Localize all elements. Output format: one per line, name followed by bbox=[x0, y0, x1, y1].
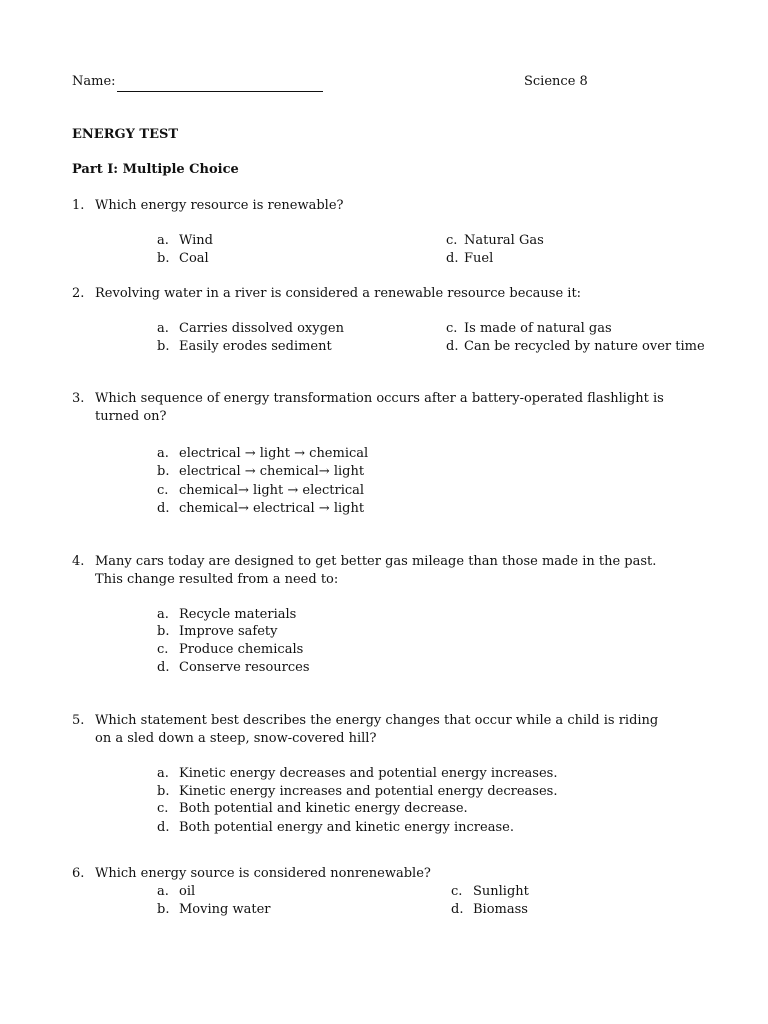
option-5d[interactable] bbox=[157, 819, 514, 837]
option-text: electrical → chemical→ light bbox=[179, 464, 365, 479]
option-3c[interactable] bbox=[157, 482, 364, 500]
option-5c[interactable] bbox=[157, 800, 468, 818]
option-text: Improve safety bbox=[179, 624, 278, 639]
option-1d[interactable] bbox=[446, 250, 493, 268]
option-5a[interactable] bbox=[157, 765, 557, 783]
option-5b[interactable] bbox=[157, 783, 557, 801]
option-letter: c. bbox=[446, 233, 458, 248]
option-letter: a. bbox=[157, 766, 169, 781]
option-3b[interactable] bbox=[157, 463, 364, 481]
option-text: chemical→ light → electrical bbox=[179, 483, 365, 498]
question-text: Which energy source is considered nonrenewable? bbox=[95, 866, 431, 881]
option-letter: b. bbox=[157, 339, 170, 354]
option-text: Kinetic energy decreases and potential energy increases. bbox=[179, 766, 558, 781]
option-text: Natural Gas bbox=[464, 233, 544, 248]
option-3a[interactable] bbox=[157, 445, 368, 463]
option-letter: c. bbox=[446, 321, 458, 336]
option-letter: a. bbox=[157, 321, 169, 336]
option-text: chemical→ electrical → light bbox=[179, 501, 365, 516]
option-text: Kinetic energy increases and potential energy decreases. bbox=[179, 784, 558, 799]
option-4b[interactable] bbox=[157, 623, 278, 641]
option-letter: a. bbox=[157, 446, 169, 461]
option-4c[interactable] bbox=[157, 641, 303, 659]
option-letter: d. bbox=[157, 501, 170, 516]
option-letter: c. bbox=[451, 884, 463, 899]
option-6b[interactable] bbox=[157, 901, 270, 919]
question-number: 3. bbox=[72, 391, 85, 406]
subject-label: Science 8 bbox=[524, 74, 588, 89]
option-letter: d. bbox=[157, 820, 170, 835]
option-letter: c. bbox=[157, 483, 169, 498]
option-2a[interactable] bbox=[157, 320, 344, 338]
option-text: Carries dissolved oxygen bbox=[179, 321, 344, 336]
option-1b[interactable] bbox=[157, 250, 209, 268]
question-text: Which statement best describes the energy changes that occur while a child is riding bbox=[95, 713, 659, 728]
question-text: Which energy resource is renewable? bbox=[95, 198, 344, 213]
option-text: Is made of natural gas bbox=[464, 321, 612, 336]
option-letter: b. bbox=[157, 464, 170, 479]
question-number: 2. bbox=[72, 286, 85, 301]
option-text: Conserve resources bbox=[179, 660, 310, 675]
option-text: Recycle materials bbox=[179, 607, 297, 622]
option-letter: b. bbox=[157, 624, 170, 639]
option-text: electrical → light → chemical bbox=[179, 446, 369, 461]
option-letter: d. bbox=[157, 660, 170, 675]
option-text: Biomass bbox=[473, 902, 528, 917]
option-text: Both potential and kinetic energy decrease. bbox=[179, 801, 468, 816]
question-text: Revolving water in a river is considered a renewable resource because it: bbox=[95, 286, 582, 301]
option-letter: b. bbox=[157, 251, 170, 266]
option-letter: d. bbox=[446, 339, 459, 354]
option-2b[interactable] bbox=[157, 338, 332, 356]
test-title: ENERGY TEST bbox=[72, 127, 179, 142]
question-text-continued: turned on? bbox=[95, 409, 167, 424]
option-text: Both potential energy and kinetic energy increase. bbox=[179, 820, 514, 835]
option-letter: c. bbox=[157, 642, 169, 657]
option-4a[interactable] bbox=[157, 606, 296, 624]
option-text: Can be recycled by nature over time bbox=[464, 339, 705, 354]
option-3d[interactable] bbox=[157, 500, 364, 518]
option-letter: c. bbox=[157, 801, 169, 816]
option-text: Sunlight bbox=[473, 884, 529, 899]
question-number: 6. bbox=[72, 866, 85, 881]
option-text: Easily erodes sediment bbox=[179, 339, 332, 354]
part-title: Part I: Multiple Choice bbox=[72, 162, 239, 177]
option-6c[interactable] bbox=[451, 883, 529, 901]
question-number: 1. bbox=[72, 198, 85, 213]
option-text: Moving water bbox=[179, 902, 271, 917]
option-letter: d. bbox=[451, 902, 464, 917]
option-letter: a. bbox=[157, 233, 169, 248]
option-1c[interactable] bbox=[446, 232, 544, 250]
name-label: Name: bbox=[72, 74, 116, 89]
option-letter: b. bbox=[157, 784, 170, 799]
option-text: Produce chemicals bbox=[179, 642, 304, 657]
option-text: Wind bbox=[179, 233, 213, 248]
option-6d[interactable] bbox=[451, 901, 528, 919]
option-6a[interactable] bbox=[157, 883, 195, 901]
option-letter: b. bbox=[157, 902, 170, 917]
question-text-continued: This change resulted from a need to: bbox=[95, 572, 339, 587]
option-text: oil bbox=[179, 884, 196, 899]
option-letter: a. bbox=[157, 607, 169, 622]
option-2d[interactable] bbox=[446, 338, 705, 356]
question-text-continued: on a sled down a steep, snow-covered hill? bbox=[95, 731, 377, 746]
question-text: Many cars today are designed to get better gas mileage than those made in the past. bbox=[95, 554, 657, 569]
option-letter: a. bbox=[157, 884, 169, 899]
option-4d[interactable] bbox=[157, 659, 310, 677]
option-1a[interactable] bbox=[157, 232, 213, 250]
option-text: Coal bbox=[179, 251, 209, 266]
option-letter: d. bbox=[446, 251, 459, 266]
question-number: 4. bbox=[72, 554, 85, 569]
name-blank-line bbox=[117, 91, 323, 92]
question-text: Which sequence of energy transformation occurs after a battery-operated flashlight is bbox=[95, 391, 664, 406]
question-number: 5. bbox=[72, 713, 85, 728]
option-text: Fuel bbox=[464, 251, 494, 266]
option-2c[interactable] bbox=[446, 320, 612, 338]
